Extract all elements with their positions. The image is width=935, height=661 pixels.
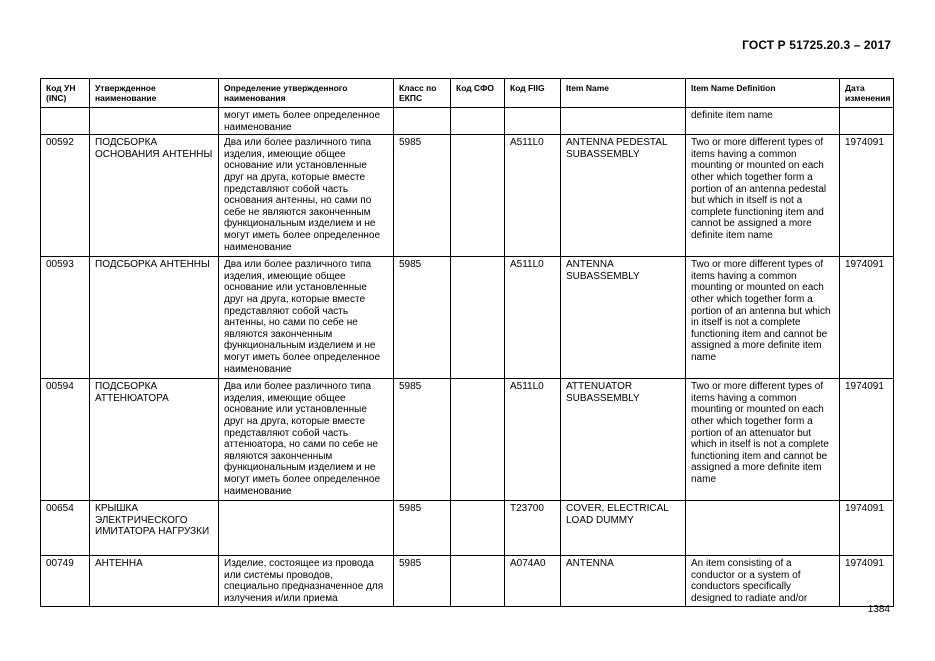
cell-fiig: A511L0 xyxy=(505,135,561,257)
cell-item-definition: Two or more different types of items having a common mounting or mounted on each other which together form a portion of an attenuator but which in itself is not a complete functioning item and cannot be assigned a more definite item name xyxy=(686,379,840,501)
cell-item-definition: Two or more different types of items having a common mounting or mounted on each other which together form a portion of an antenna but which in itself is not a complete functioning item and cannot be assigned a more definite item name xyxy=(686,257,840,379)
cell-item-definition xyxy=(686,501,840,556)
table-row xyxy=(41,135,894,257)
cell-item-name: ANTENNA xyxy=(561,556,686,606)
column-header-fiig: Код FIIG xyxy=(505,79,561,108)
table-row-continuation xyxy=(41,108,894,135)
cell-name: АНТЕННА xyxy=(90,556,219,606)
cell-item-definition: definite item name xyxy=(686,108,840,135)
cell-date: 1974091 xyxy=(840,379,894,501)
page-number: 1384 xyxy=(867,604,890,615)
registry-table xyxy=(40,78,894,607)
cell-inc: 00592 xyxy=(41,135,90,257)
cell-fiig: A511L0 xyxy=(505,379,561,501)
cell-ekps: 5985 xyxy=(394,257,451,379)
cell-ekps xyxy=(394,108,451,135)
cell-ekps: 5985 xyxy=(394,135,451,257)
cell-inc xyxy=(41,108,90,135)
cell-item-name: ANTENNA SUBASSEMBLY xyxy=(561,257,686,379)
cell-name: ПОДСБОРКА ОСНОВАНИЯ АНТЕННЫ xyxy=(90,135,219,257)
column-header-definition: Определение утвержденного наименования xyxy=(219,79,394,108)
cell-fiig: T23700 xyxy=(505,501,561,556)
cell-definition: Два или более различного типа изделия, имеющие общее основание или установленные друг на друга, которые вместе представляют собой часть аттенюатора, но сами по себе не являются законченным функциональным изделием и не могут иметь более определенное наименование xyxy=(219,379,394,501)
cell-inc: 00654 xyxy=(41,501,90,556)
cell-item-name xyxy=(561,108,686,135)
cell-fiig: A511L0 xyxy=(505,257,561,379)
column-header-item-definition: Item Name Definition xyxy=(686,79,840,108)
table-header-row xyxy=(41,79,894,108)
cell-fiig: A074A0 xyxy=(505,556,561,606)
cell-fiig xyxy=(505,108,561,135)
table-row xyxy=(41,257,894,379)
cell-definition: Изделие, состоящее из провода или системы проводов, специально предназначенное для излучения и/или приема xyxy=(219,556,394,606)
column-header-item-name: Item Name xyxy=(561,79,686,108)
cell-item-name: ATTENUATOR SUBASSEMBLY xyxy=(561,379,686,501)
cell-sfo xyxy=(451,108,505,135)
table-row xyxy=(41,379,894,501)
cell-date: 1974091 xyxy=(840,257,894,379)
column-header-name: Утвержденное наименование xyxy=(90,79,219,108)
cell-definition: Два или более различного типа изделия, имеющие общее основание или установленные друг на друга, которые вместе представляют собой часть антенны, но сами по себе не являются законченным функциональным изделием и не могут иметь более определенное наименование xyxy=(219,257,394,379)
cell-date: 1974091 xyxy=(840,135,894,257)
cell-inc: 00594 xyxy=(41,379,90,501)
cell-definition: могут иметь более определенное наименование xyxy=(219,108,394,135)
cell-name xyxy=(90,108,219,135)
cell-ekps: 5985 xyxy=(394,501,451,556)
cell-name: ПОДСБОРКА АНТЕННЫ xyxy=(90,257,219,379)
table-row xyxy=(41,501,894,556)
cell-definition xyxy=(219,501,394,556)
cell-sfo xyxy=(451,135,505,257)
cell-item-definition: Two or more different types of items having a common mounting or mounted on each other which together form a portion of an antenna pedestal but which in itself is not a complete functioning item and cannot be assigned a more definite item name xyxy=(686,135,840,257)
column-header-inc: Код УН (INC) xyxy=(41,79,90,108)
column-header-sfo: Код СФО xyxy=(451,79,505,108)
cell-item-definition: An item consisting of a conductor or a system of conductors specifically designed to radiate and/or xyxy=(686,556,840,606)
cell-item-name: COVER, ELECTRICAL LOAD DUMMY xyxy=(561,501,686,556)
cell-date xyxy=(840,108,894,135)
cell-inc: 00749 xyxy=(41,556,90,606)
cell-sfo xyxy=(451,556,505,606)
cell-date: 1974091 xyxy=(840,556,894,606)
column-header-date: Дата изменения xyxy=(840,79,894,108)
cell-sfo xyxy=(451,501,505,556)
cell-item-name: ANTENNA PEDESTAL SUBASSEMBLY xyxy=(561,135,686,257)
table-row xyxy=(41,556,894,606)
column-header-ekps: Класс по ЕКПС xyxy=(394,79,451,108)
cell-date: 1974091 xyxy=(840,501,894,556)
cell-ekps: 5985 xyxy=(394,379,451,501)
cell-definition: Два или более различного типа изделия, имеющие общее основание или установленные друг на друга, которые вместе представляют собой часть основания антенны, но сами по себе не являются законченным функциональным изделием и не могут иметь более определенное наименование xyxy=(219,135,394,257)
document-code: ГОСТ Р 51725.20.3 – 2017 xyxy=(742,38,891,52)
cell-sfo xyxy=(451,379,505,501)
cell-name: КРЫШКА ЭЛЕКТРИЧЕСКОГО ИМИТАТОРА НАГРУЗКИ xyxy=(90,501,219,556)
cell-ekps: 5985 xyxy=(394,556,451,606)
cell-sfo xyxy=(451,257,505,379)
cell-name: ПОДСБОРКА АТТЕНЮАТОРА xyxy=(90,379,219,501)
cell-inc: 00593 xyxy=(41,257,90,379)
